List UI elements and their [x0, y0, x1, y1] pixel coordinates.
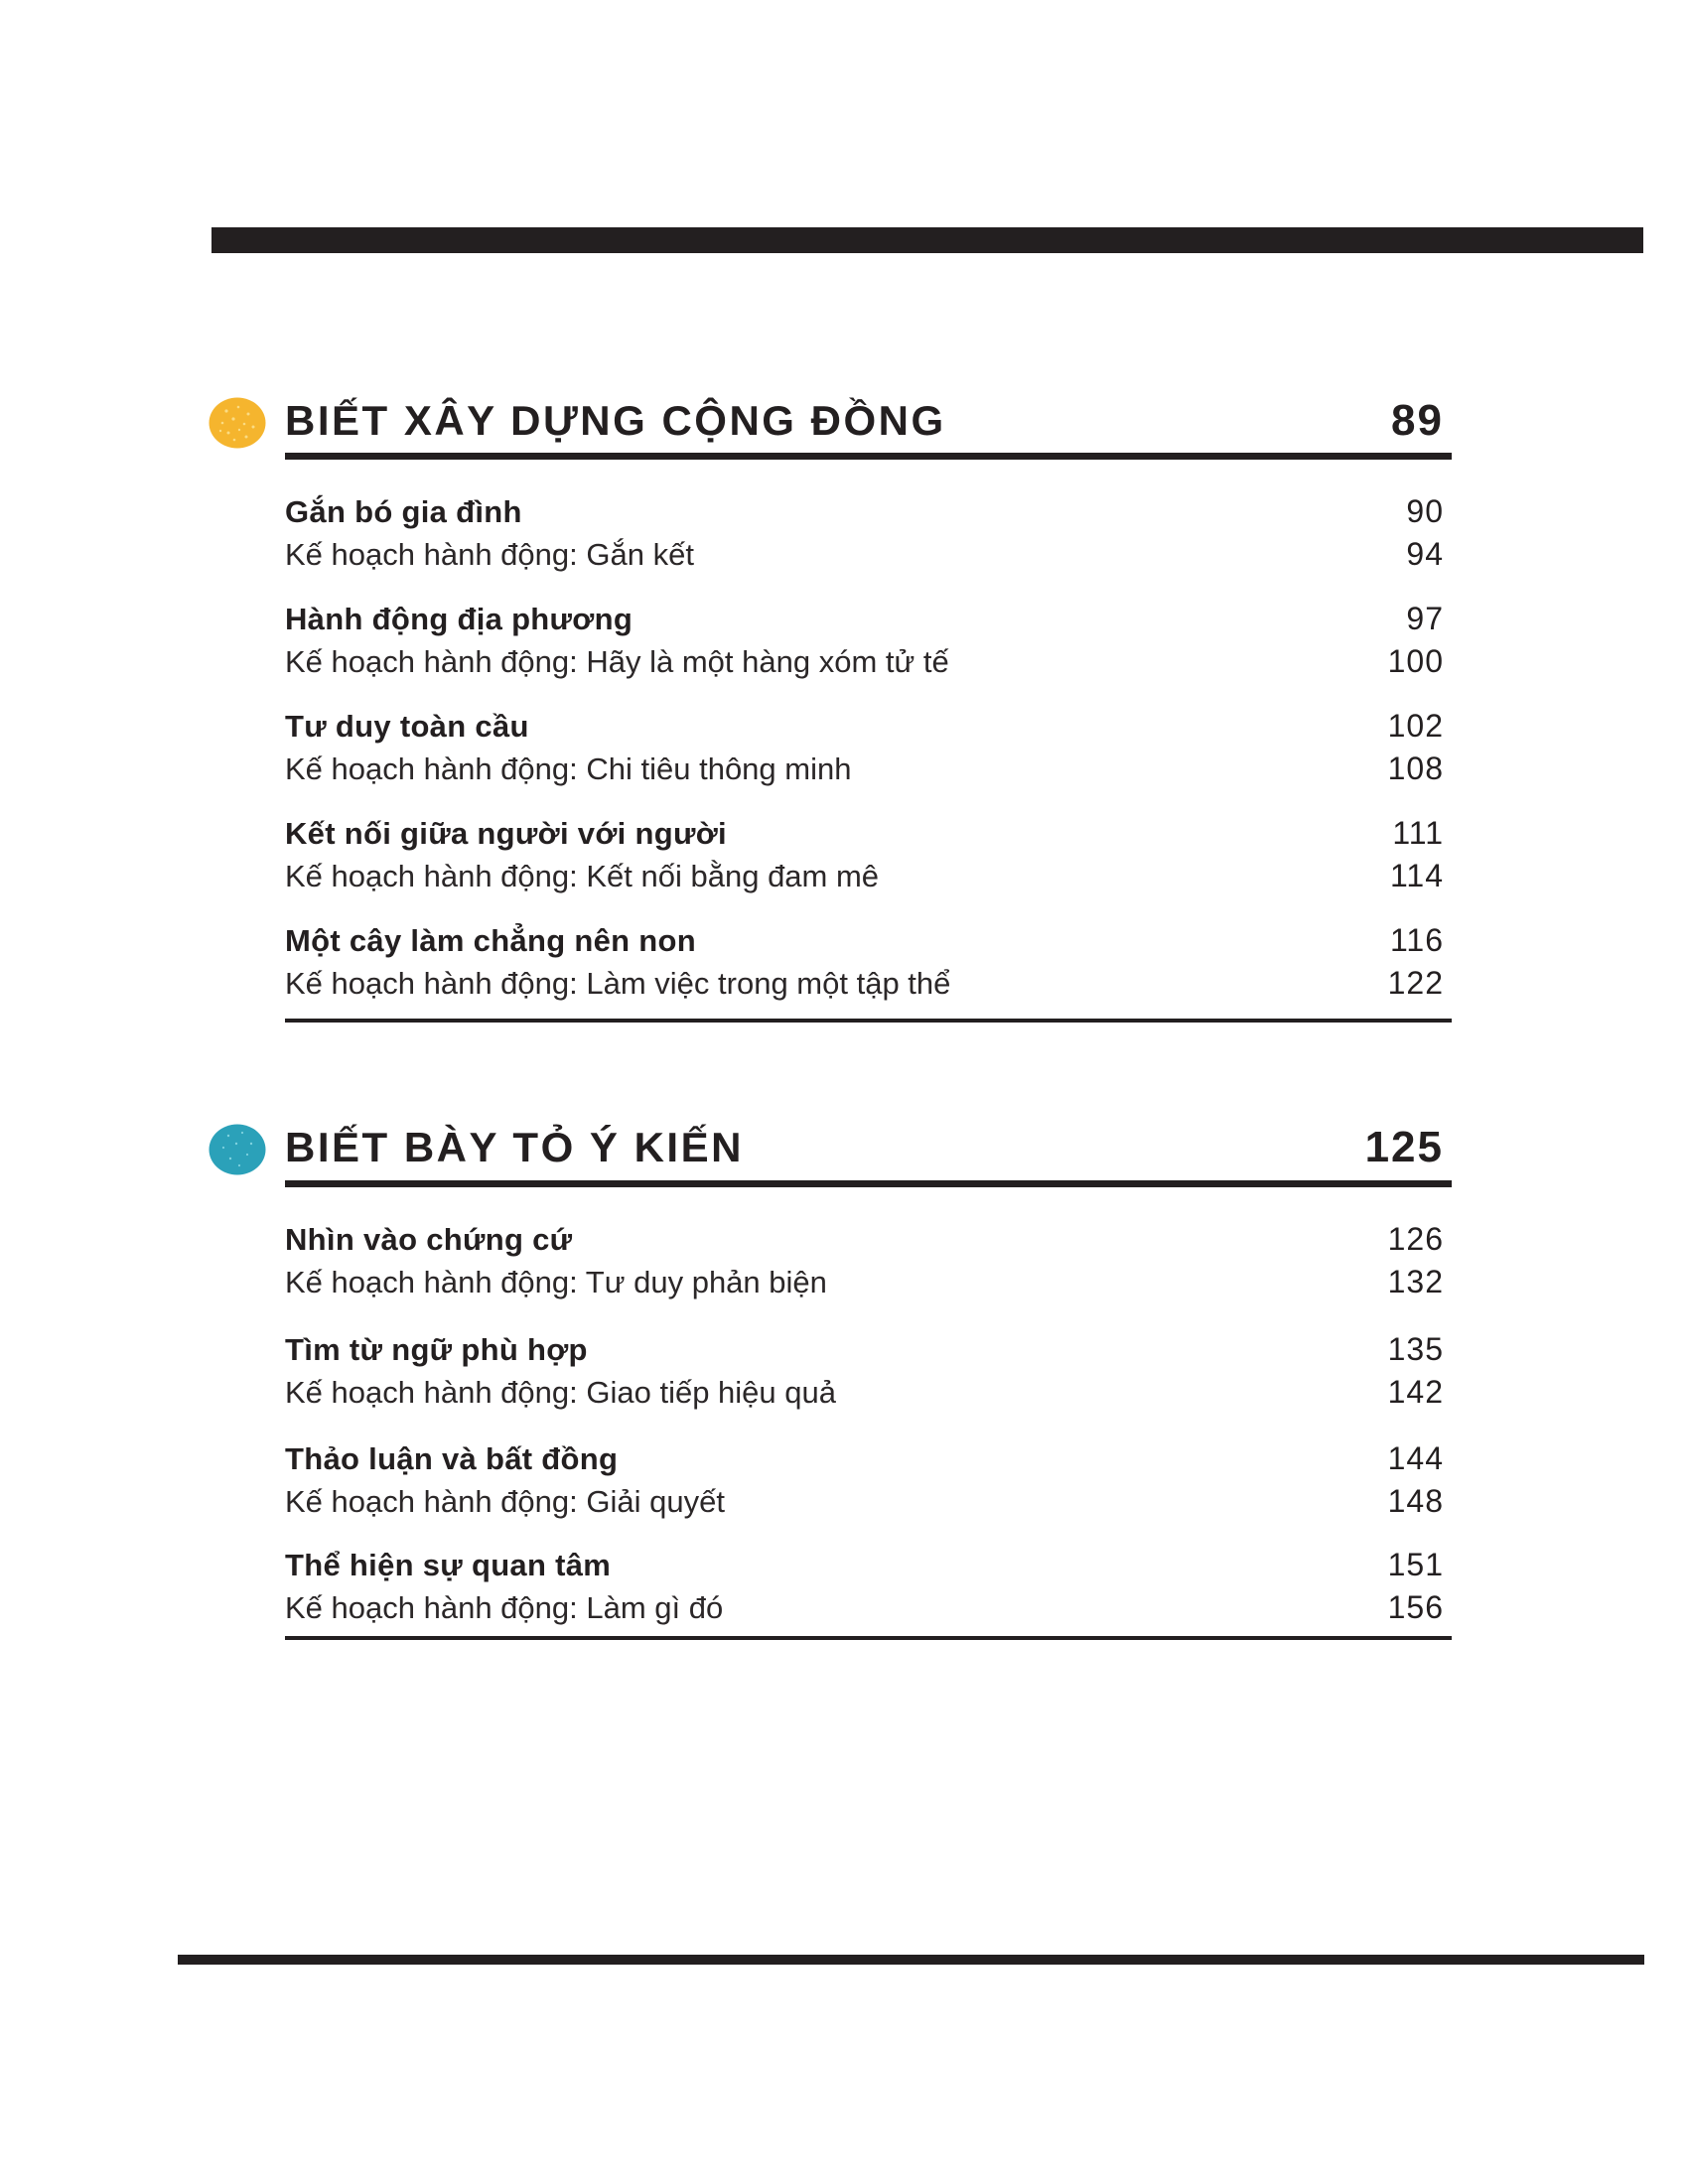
section-header-rule: [285, 1180, 1452, 1187]
toc-entry-title: Một cây làm chẳng nên non: [285, 923, 696, 958]
toc-entry-subtitle-page: 148: [1387, 1483, 1444, 1519]
toc-entry-title-row: [285, 1223, 1452, 1255]
toc-entry-title: Thảo luận và bất đồng: [285, 1441, 619, 1476]
section-page-number: 89: [1391, 396, 1444, 445]
toc-entry-subtitle-row: [285, 1485, 1452, 1517]
toc-entry-subtitle: Kế hoạch hành động: Làm gì đó: [285, 1590, 724, 1625]
toc-entry-subtitle-row: [285, 1266, 1452, 1297]
toc-entry-title-row: [285, 495, 1452, 527]
section-bullet-icon: [209, 397, 266, 449]
toc-entry-subtitle: Kế hoạch hành động: Tư duy phản biện: [285, 1265, 827, 1299]
toc-entry-subtitle-row: [285, 538, 1452, 570]
toc-entry-title-row: [285, 817, 1452, 849]
section-end-rule: [285, 1636, 1452, 1640]
toc-entry-title: Tìm từ ngữ phù hợp: [285, 1332, 588, 1367]
toc-entry-title: Hành động địa phương: [285, 602, 633, 636]
section-bullet-icon: [209, 1124, 266, 1175]
toc-entry-subtitle-row: [285, 1591, 1452, 1623]
toc-entry-subtitle-page: 114: [1389, 858, 1444, 893]
toc-entry-subtitle-page: 108: [1387, 751, 1444, 786]
toc-entry-subtitle-row: [285, 645, 1452, 677]
toc-entry-subtitle-row: [285, 967, 1452, 999]
toc-entry-title: Kết nối giữa người với người: [285, 816, 727, 851]
toc-entry-title-row: [285, 603, 1452, 634]
toc-entry-title: Gắn bó gia đình: [285, 494, 522, 529]
toc-entry-title: Thể hiện sự quan tâm: [285, 1548, 612, 1582]
toc-entry-title-row: [285, 1442, 1452, 1474]
toc-entry-title-row: [285, 1333, 1452, 1365]
toc-entry-subtitle: Kế hoạch hành động: Gắn kết: [285, 537, 694, 572]
toc-entry-subtitle: Kế hoạch hành động: Giao tiếp hiệu quả: [285, 1375, 837, 1410]
toc-entry-subtitle: Kế hoạch hành động: Giải quyết: [285, 1484, 725, 1519]
top-divider-bar: [211, 227, 1643, 253]
toc-entry-subtitle-page: 94: [1406, 536, 1444, 572]
toc-entry-subtitle: Kế hoạch hành động: Hãy là một hàng xóm tử tế: [285, 644, 949, 679]
toc-entry-subtitle-page: 132: [1387, 1264, 1444, 1299]
toc-entry-subtitle-row: [285, 1376, 1452, 1408]
toc-entry-page: 111: [1392, 815, 1444, 851]
toc-entry-subtitle-row: [285, 860, 1452, 891]
toc-entry-page: 144: [1387, 1440, 1444, 1476]
section-header: [285, 396, 1452, 445]
toc-entry-page: 90: [1406, 493, 1444, 529]
toc-entry-page: 126: [1387, 1221, 1444, 1257]
toc-entry-page: 116: [1389, 922, 1444, 958]
section-header: [285, 1123, 1452, 1171]
toc-entry-subtitle: Kế hoạch hành động: Chi tiêu thông minh: [285, 751, 852, 786]
section-header-rule: [285, 453, 1452, 460]
toc-entry-page: 97: [1406, 601, 1444, 636]
toc-entry-subtitle: Kế hoạch hành động: Kết nối bằng đam mê: [285, 859, 880, 893]
toc-entry-subtitle-page: 156: [1387, 1589, 1444, 1625]
toc-entry-subtitle-row: [285, 752, 1452, 784]
toc-entry-title-row: [285, 924, 1452, 956]
toc-entry-subtitle: Kế hoạch hành động: Làm việc trong một tập thể: [285, 966, 951, 1001]
toc-entry-page: 102: [1387, 708, 1444, 744]
toc-entry-page: 135: [1387, 1331, 1444, 1367]
section-title: BIẾT XÂY DỰNG CỘNG ĐỒNG: [285, 397, 946, 444]
section-page-number: 125: [1364, 1123, 1444, 1171]
bottom-divider-bar: [178, 1955, 1644, 1965]
toc-entry-title-row: [285, 710, 1452, 742]
toc-entry-title-row: [285, 1549, 1452, 1580]
toc-entry-subtitle-page: 142: [1387, 1374, 1444, 1410]
section-end-rule: [285, 1019, 1452, 1023]
toc-entry-title: Nhìn vào chứng cứ: [285, 1222, 573, 1257]
toc-entry-subtitle-page: 100: [1387, 643, 1444, 679]
section-title: BIẾT BÀY TỎ Ý KIẾN: [285, 1124, 744, 1170]
toc-entry-title: Tư duy toàn cầu: [285, 709, 529, 744]
toc-entry-page: 151: [1387, 1547, 1444, 1582]
toc-entry-subtitle-page: 122: [1387, 965, 1444, 1001]
